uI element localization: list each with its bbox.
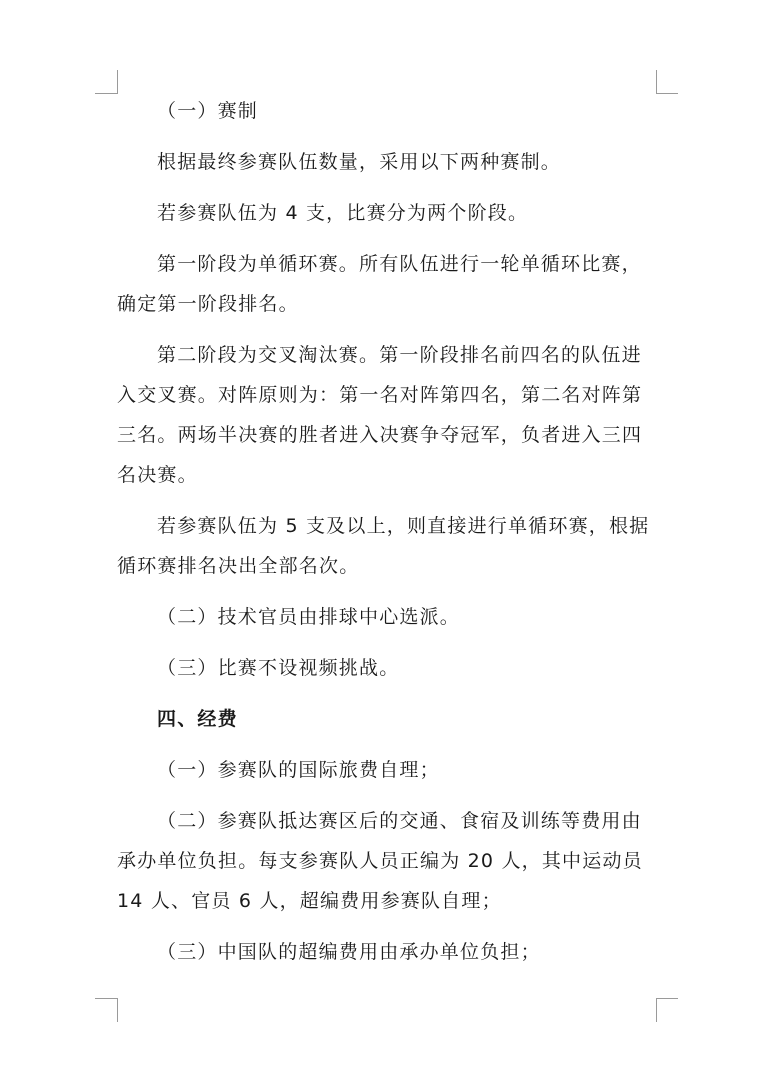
text-line: （一）参赛队的国际旅费自理； <box>157 759 440 781</box>
text-line: 第二阶段为交叉淘汰赛。第一阶段排名前四名的队伍进 <box>157 344 642 366</box>
text-line: 四、经费 <box>157 708 238 730</box>
text-line: 三名。两场半决赛的胜者进入决赛争夺冠军，负者进入三四 <box>117 424 643 446</box>
crop-mark-bottom-left-h <box>95 998 117 999</box>
text-line: 若参赛队伍为 4 支，比赛分为两个阶段。 <box>157 202 529 224</box>
paragraph <box>117 801 662 921</box>
text-line: 根据最终参赛队伍数量，采用以下两种赛制。 <box>157 151 562 173</box>
text-line: 承办单位负担。每支参赛队人员正编为 20 人，其中运动员 <box>117 850 643 872</box>
text-line: 名决赛。 <box>117 464 198 486</box>
text-line: 确定第一阶段排名。 <box>117 293 299 315</box>
text-line: （一）赛制 <box>157 100 259 122</box>
paragraph <box>117 193 662 233</box>
text-line: 第一阶段为单循环赛。所有队伍进行一轮单循环比赛， <box>157 253 642 275</box>
paragraph <box>117 597 662 637</box>
text-line: 入交叉赛。对阵原则为：第一名对阵第四名，第二名对阵第 <box>117 384 643 406</box>
text-line: （三）中国队的超编费用由承办单位负担； <box>157 941 541 963</box>
crop-mark-top-left-h <box>95 93 117 94</box>
paragraph <box>117 750 662 790</box>
text-line: 14 人、官员 6 人，超编费用参赛队自理； <box>117 890 502 912</box>
document-body <box>117 91 662 983</box>
text-line: （二）技术官员由排球中心选派。 <box>157 606 461 628</box>
text-line: 若参赛队伍为 5 支及以上，则直接进行单循环赛，根据 <box>157 515 650 537</box>
paragraph <box>117 91 662 131</box>
paragraph <box>117 648 662 688</box>
paragraph <box>117 142 662 182</box>
text-line: （二）参赛队抵达赛区后的交通、食宿及训练等费用由 <box>157 810 642 832</box>
paragraph <box>117 932 662 972</box>
paragraph <box>117 335 662 495</box>
section-heading <box>117 699 662 739</box>
crop-mark-bottom-right-v <box>656 998 657 1022</box>
paragraph <box>117 244 662 324</box>
crop-mark-bottom-right-h <box>656 998 678 999</box>
paragraph <box>117 506 662 586</box>
text-line: （三）比赛不设视频挑战。 <box>157 657 400 679</box>
crop-mark-bottom-left-v <box>117 998 118 1022</box>
text-line: 循环赛排名决出全部名次。 <box>117 555 360 577</box>
